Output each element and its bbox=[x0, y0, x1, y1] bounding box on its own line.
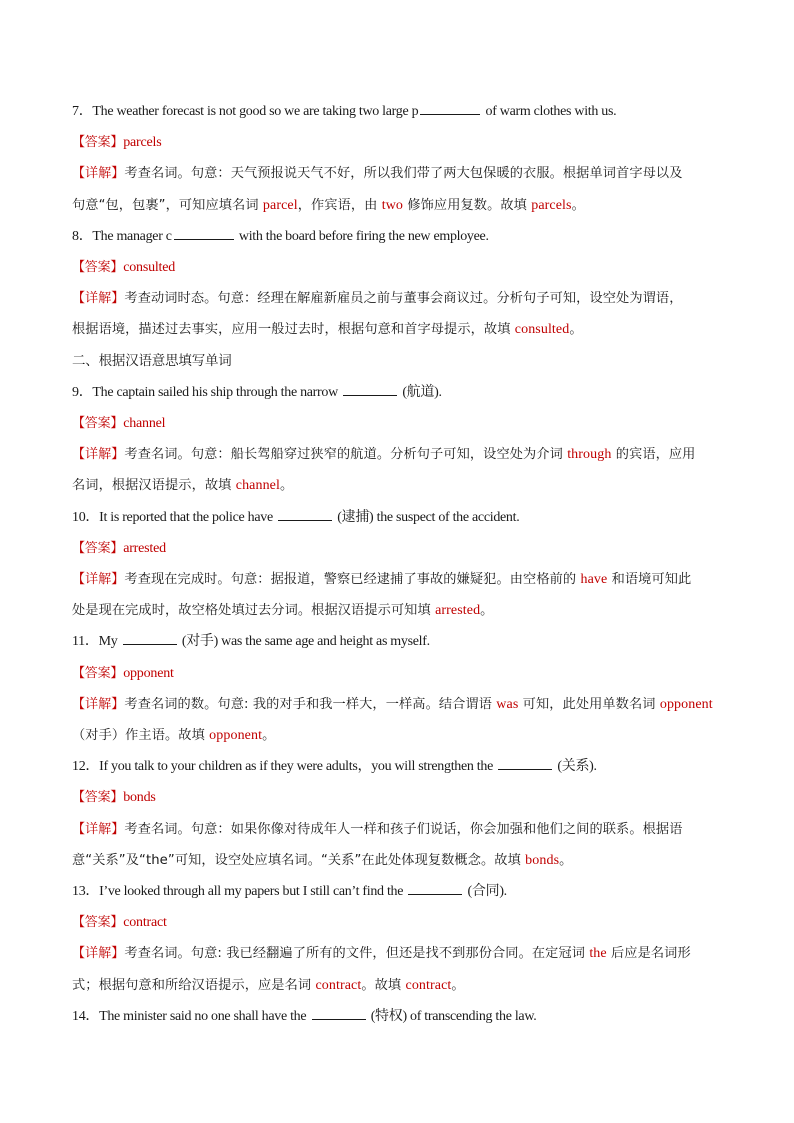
explanation-text: 意“关系”及“the”可知，设空处应填名词。“关系”在此处体现复数概念。故填 bbox=[72, 852, 526, 868]
highlight-word: channel bbox=[235, 478, 280, 494]
explanation-text: 考查名词。句意: 我已经翻遍了所有的文件，但还是找不到那份合同。在定冠词 bbox=[124, 946, 590, 962]
question-14 bbox=[72, 1001, 724, 1032]
explanation-12-line-2 bbox=[72, 845, 724, 876]
answer-13 bbox=[72, 907, 724, 938]
answer-blank bbox=[174, 227, 234, 240]
answer-tag: 【答案】 bbox=[72, 540, 124, 556]
explanation-text: 。 bbox=[480, 603, 494, 619]
highlight-word: the bbox=[589, 946, 607, 962]
explanation-text: 。故填 bbox=[361, 977, 406, 993]
question-text: 14．The minister said no one shall have the bbox=[72, 1008, 310, 1024]
answer-blank bbox=[420, 102, 480, 115]
question-7 bbox=[72, 96, 724, 127]
exercise-content bbox=[72, 96, 724, 1032]
explanation-text: 的宾语，应用 bbox=[611, 447, 696, 463]
highlight-word: have bbox=[580, 572, 608, 588]
question-text: (关系). bbox=[554, 759, 597, 775]
highlight-word: two bbox=[381, 197, 404, 213]
question-text: 11．My bbox=[72, 634, 121, 650]
question-10 bbox=[72, 502, 724, 533]
explanation-12-line-1 bbox=[72, 814, 724, 845]
explain-tag: 【详解】 bbox=[72, 166, 125, 182]
answer-tag: 【答案】 bbox=[72, 790, 124, 806]
explanation-text: 。 bbox=[451, 977, 465, 993]
explanation-text: 。 bbox=[279, 478, 294, 494]
explanation-11-line-1 bbox=[72, 689, 724, 720]
explanation-text: 和语境可知此 bbox=[607, 572, 692, 588]
explanation-text: 考查动词时态。句意：经理在解雇新雇员之前与董事会商议过。分析句子可知，设空处为谓语， bbox=[124, 291, 683, 307]
explanation-text: 考查现在完成时。句意：据报道，警察已经逮捕了事故的嫌疑犯。由空格前的 bbox=[124, 572, 581, 588]
answer-blank bbox=[312, 1007, 366, 1020]
answer-10 bbox=[72, 533, 724, 564]
explanation-text: 句意“包，包裹”，可知应填名词 bbox=[72, 197, 263, 213]
explanation-text: 。 bbox=[569, 322, 583, 338]
answer-value: consulted bbox=[123, 260, 176, 276]
question-11 bbox=[72, 626, 724, 657]
explanation-text: 根据语境，描述过去事实，应用一般过去时，根据句意和首字母提示，故填 bbox=[72, 322, 515, 338]
question-text: 13．I’ve looked through all my papers but I still can’t find the bbox=[72, 884, 407, 900]
question-text: 7．The weather forecast is not good so we are taking two large p bbox=[72, 104, 419, 119]
question-text: (逮捕) the suspect of the accident. bbox=[334, 509, 520, 525]
answer-tag: 【答案】 bbox=[72, 135, 124, 151]
section-heading: 二、根据汉语意思填写单词 bbox=[72, 352, 232, 369]
answer-7 bbox=[72, 127, 724, 158]
answer-blank bbox=[498, 757, 552, 770]
question-text: 8．The manager c bbox=[72, 228, 172, 244]
answer-value: contract bbox=[123, 915, 167, 931]
highlight-word: consulted bbox=[514, 322, 570, 338]
explain-tag: 【详解】 bbox=[72, 572, 125, 588]
question-text: with the board before firing the new employee. bbox=[235, 228, 489, 244]
question-text: 9．The captain sailed his ship through the narrow bbox=[72, 384, 342, 400]
highlight-word: bonds bbox=[525, 852, 560, 868]
explanation-10-line-1 bbox=[72, 564, 724, 595]
explanation-text: 。 bbox=[559, 852, 573, 868]
answer-blank bbox=[123, 632, 177, 645]
explanation-text: 名词，根据汉语提示，故填 bbox=[72, 478, 236, 494]
question-text: (航道). bbox=[399, 384, 442, 400]
highlight-word: contract bbox=[405, 977, 452, 993]
question-12 bbox=[72, 751, 724, 782]
answer-tag: 【答案】 bbox=[72, 260, 124, 276]
explain-tag: 【详解】 bbox=[72, 946, 125, 962]
explanation-10-line-2 bbox=[72, 595, 724, 626]
question-text: 12．If you talk to your children as if they were adults，you will strengthen the bbox=[72, 759, 497, 775]
answer-blank bbox=[343, 383, 397, 396]
highlight-word: through bbox=[567, 447, 612, 463]
explanation-9-line-1 bbox=[72, 439, 724, 470]
highlight-word: parcels bbox=[531, 197, 572, 213]
answer-8 bbox=[72, 252, 724, 283]
explain-tag: 【详解】 bbox=[72, 696, 125, 712]
question-13 bbox=[72, 876, 724, 907]
highlight-word: parcel bbox=[262, 197, 298, 213]
answer-tag: 【答案】 bbox=[72, 665, 124, 681]
answer-value: arrested bbox=[123, 540, 166, 556]
explanation-text: 考查名词的数。句意: 我的对手和我一样大，一样高。结合谓语 bbox=[124, 696, 497, 712]
answer-12 bbox=[72, 782, 724, 813]
highlight-word: arrested bbox=[435, 603, 481, 619]
answer-value: channel bbox=[123, 416, 166, 432]
explanation-text: ，作宾语，由 bbox=[297, 197, 382, 213]
explanation-11-line-2 bbox=[72, 720, 724, 751]
explanation-8-line-1 bbox=[72, 283, 724, 314]
explain-tag: 【详解】 bbox=[72, 447, 125, 463]
explanation-text: 修饰应用复数。故填 bbox=[403, 197, 532, 213]
explanation-text: 可知，此处用单数名词 bbox=[518, 696, 660, 712]
question-text: (特权) of transcending the law. bbox=[367, 1008, 537, 1024]
explanation-text: 考查名词。句意：船长驾船穿过狭窄的航道。分析句子可知，设空处为介词 bbox=[124, 447, 568, 463]
explanation-text: 考查名词。句意：天气预报说天气不好，所以我们带了两大包保暖的衣服。根据单词首字母以及 bbox=[124, 166, 683, 182]
question-text: 10．It is reported that the police have bbox=[72, 509, 277, 525]
explanation-text: 式；根据句意和所给汉语提示，应是名词 bbox=[72, 977, 316, 993]
highlight-word: opponent bbox=[659, 696, 713, 712]
explanation-9-line-2 bbox=[72, 470, 724, 501]
question-text: (合同). bbox=[464, 884, 507, 900]
explanation-text: 。 bbox=[262, 728, 276, 744]
explanation-7-line-1 bbox=[72, 158, 724, 189]
explanation-text: （对手）作主语。故填 bbox=[72, 728, 210, 744]
question-text: of warm clothes with us. bbox=[482, 104, 617, 119]
highlight-word: was bbox=[496, 696, 519, 712]
explanation-text: 处是现在完成时，故空格处填过去分词。根据汉语提示可知填 bbox=[72, 603, 436, 619]
answer-blank bbox=[278, 508, 332, 521]
question-8 bbox=[72, 221, 724, 252]
explanation-text: 考查名词。句意：如果你像对待成年人一样和孩子们说话，你会加强和他们之间的联系。根据语 bbox=[124, 821, 683, 837]
explain-tag: 【详解】 bbox=[72, 291, 125, 307]
explanation-13-line-2 bbox=[72, 970, 724, 1001]
explanation-text: 后应是名词形 bbox=[606, 946, 691, 962]
answer-tag: 【答案】 bbox=[72, 915, 124, 931]
answer-9 bbox=[72, 408, 724, 439]
highlight-word: opponent bbox=[209, 728, 263, 744]
answer-value: opponent bbox=[123, 665, 174, 681]
explanation-13-line-1 bbox=[72, 938, 724, 969]
highlight-word: contract bbox=[315, 977, 362, 993]
answer-blank bbox=[408, 882, 462, 895]
answer-value: parcels bbox=[123, 135, 162, 151]
question-9 bbox=[72, 377, 724, 408]
answer-11 bbox=[72, 658, 724, 689]
explanation-7-line-2 bbox=[72, 190, 724, 221]
answer-tag: 【答案】 bbox=[72, 416, 124, 432]
explanation-8-line-2 bbox=[72, 314, 724, 345]
question-text: (对手) was the same age and height as myself. bbox=[178, 634, 430, 650]
explanation-text: 。 bbox=[571, 197, 585, 213]
explain-tag: 【详解】 bbox=[72, 821, 125, 837]
answer-value: bonds bbox=[123, 790, 156, 806]
